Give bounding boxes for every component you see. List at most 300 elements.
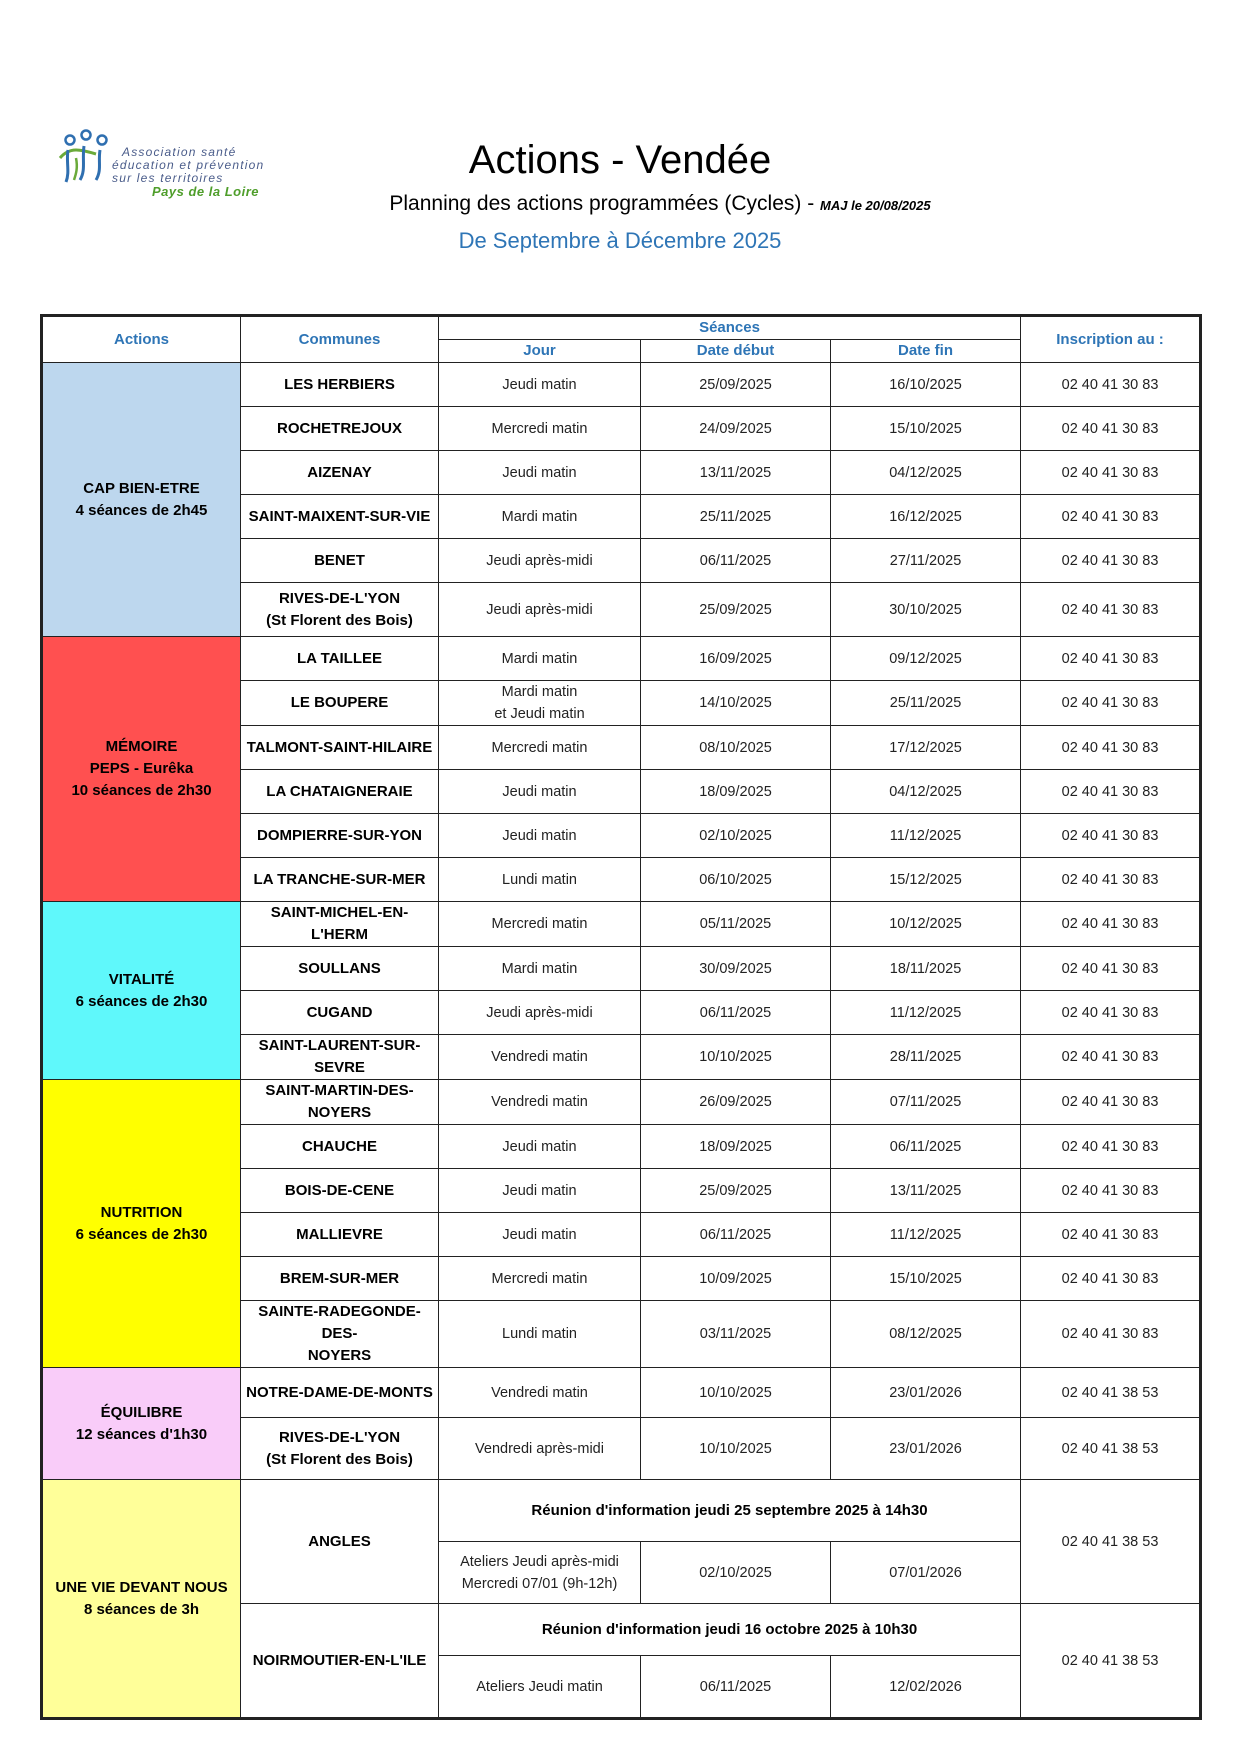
date-debut: 06/11/2025 xyxy=(699,1004,772,1021)
action-cell xyxy=(43,363,241,637)
date-fin: 23/01/2026 xyxy=(889,1384,962,1401)
date-debut: 06/11/2025 xyxy=(699,1226,772,1243)
jour-line-1: Mardi matin xyxy=(501,684,578,700)
phone-cell xyxy=(1021,814,1200,858)
date-debut: 13/11/2025 xyxy=(699,464,772,481)
action-name: ÉQUILIBRE xyxy=(100,1403,183,1421)
phone-cell xyxy=(1021,637,1200,681)
date-fin: 15/10/2025 xyxy=(889,1270,962,1287)
phone-number: 02 40 41 30 83 xyxy=(1061,783,1159,800)
phone-number: 02 40 41 30 83 xyxy=(1061,508,1159,525)
header-seances: Séances xyxy=(439,317,1021,340)
date-debut-cell xyxy=(641,1301,831,1368)
phone-cell xyxy=(1021,770,1200,814)
phone-number: 02 40 41 30 83 xyxy=(1061,650,1159,667)
date-debut: 06/11/2025 xyxy=(699,552,772,569)
commune-line-1: BREM-SUR-MER xyxy=(279,1269,400,1287)
phone-cell xyxy=(1021,991,1200,1035)
phone-number: 02 40 41 30 83 xyxy=(1061,916,1159,932)
date-debut-cell xyxy=(641,539,831,583)
jour-cell xyxy=(439,451,641,495)
date-debut-cell xyxy=(641,451,831,495)
phone-number: 02 40 41 30 83 xyxy=(1061,1182,1159,1199)
date-fin: 11/12/2025 xyxy=(889,827,962,844)
jour-cell xyxy=(439,947,641,991)
date-fin: 07/11/2025 xyxy=(889,1094,962,1110)
phone-cell xyxy=(1021,681,1200,726)
date-fin-cell xyxy=(831,726,1021,770)
commune-cell xyxy=(241,583,439,637)
jour-cell xyxy=(439,407,641,451)
table-row xyxy=(43,1080,1200,1125)
date-fin-cell xyxy=(831,407,1021,451)
commune-cell xyxy=(241,1301,439,1368)
jour-line-1: Mercredi matin xyxy=(491,420,588,437)
phone-cell xyxy=(1021,1604,1200,1718)
date-debut: 18/09/2025 xyxy=(699,783,772,800)
jour-line-1: Jeudi matin xyxy=(502,783,577,800)
date-debut-cell xyxy=(641,1257,831,1301)
date-fin: 15/10/2025 xyxy=(889,420,962,437)
jour-cell xyxy=(439,1080,641,1125)
update-date: MAJ le 20/08/2025 xyxy=(820,198,931,213)
commune-line-1: SAINTE-RADEGONDE-DES- xyxy=(258,1303,421,1342)
table-row xyxy=(43,1368,1200,1418)
date-fin-cell xyxy=(831,681,1021,726)
subtitle-text: Planning des actions programmées (Cycles) - xyxy=(389,192,815,215)
commune-cell xyxy=(241,1604,439,1718)
action-detail: 4 séances de 2h45 xyxy=(75,501,208,519)
table-row xyxy=(43,1480,1200,1542)
jour-line-1: Jeudi matin xyxy=(502,1138,577,1155)
date-debut-cell xyxy=(641,1656,831,1718)
jour-cell xyxy=(439,363,641,407)
commune-cell xyxy=(241,1418,439,1480)
phone-cell xyxy=(1021,726,1200,770)
commune-line-1: RIVES-DE-L'YON xyxy=(278,1428,401,1446)
commune-line-2: NOYERS xyxy=(307,1347,372,1364)
phone-cell xyxy=(1021,583,1200,637)
commune-cell xyxy=(241,681,439,726)
phone-cell xyxy=(1021,1213,1200,1257)
phone-number: 02 40 41 38 53 xyxy=(1061,1652,1159,1669)
date-fin-cell xyxy=(831,1418,1021,1480)
header-inscription: Inscription au : xyxy=(1021,317,1200,363)
commune-line-1: NOTRE-DAME-DE-MONTS xyxy=(246,1383,433,1401)
commune-cell xyxy=(241,495,439,539)
date-fin: 04/12/2025 xyxy=(889,464,962,481)
date-fin-cell xyxy=(831,1257,1021,1301)
date-fin-cell xyxy=(831,1125,1021,1169)
jour-line-1: Mercredi matin xyxy=(491,1270,588,1287)
action-detail: PEPS - Eurêka xyxy=(89,760,194,777)
jour-line-1: Mardi matin xyxy=(501,650,578,667)
phone-number: 02 40 41 38 53 xyxy=(1061,1440,1159,1457)
jour-cell xyxy=(439,1257,641,1301)
date-fin: 08/12/2025 xyxy=(889,1326,962,1342)
logo-line-3: sur les territoires xyxy=(112,171,224,185)
jour-cell xyxy=(439,1542,641,1604)
action-sessions: 8 séances de 3h xyxy=(83,1600,200,1618)
commune-line-1: SAINT-MICHEL-EN-L'HERM xyxy=(270,904,409,943)
date-fin: 16/10/2025 xyxy=(889,376,962,393)
action-cell xyxy=(43,637,241,902)
date-debut-cell xyxy=(641,1035,831,1080)
date-fin-cell xyxy=(831,495,1021,539)
commune-line-1: SAINT-MARTIN-DES- xyxy=(265,1082,414,1099)
date-debut-cell xyxy=(641,495,831,539)
header-date-fin: Date fin xyxy=(831,340,1021,363)
action-cell xyxy=(43,902,241,1080)
jour-line-1: Mardi matin xyxy=(501,960,578,977)
date-debut: 24/09/2025 xyxy=(699,420,772,437)
action-detail: 6 séances de 2h30 xyxy=(75,992,208,1010)
logo xyxy=(56,128,286,208)
date-fin-cell xyxy=(831,583,1021,637)
commune-line-1: MALLIEVRE xyxy=(296,1225,383,1243)
header-jour: Jour xyxy=(439,340,641,363)
date-debut: 05/11/2025 xyxy=(699,916,772,932)
date-debut-cell xyxy=(641,1169,831,1213)
jour-cell xyxy=(439,770,641,814)
date-debut-cell xyxy=(641,814,831,858)
jour-cell xyxy=(439,539,641,583)
commune-cell xyxy=(241,858,439,902)
phone-number: 02 40 41 30 83 xyxy=(1061,420,1159,437)
date-debut: 03/11/2025 xyxy=(699,1326,772,1342)
jour-line-1: Vendredi après-midi xyxy=(475,1440,604,1457)
date-debut-cell xyxy=(641,858,831,902)
phone-number: 02 40 41 30 83 xyxy=(1061,1226,1159,1243)
phone-number: 02 40 41 30 83 xyxy=(1061,1138,1159,1155)
phone-cell xyxy=(1021,902,1200,947)
commune-line-1: CHAUCHE xyxy=(302,1137,377,1155)
commune-cell xyxy=(241,770,439,814)
period: De Septembre à Décembre 2025 xyxy=(458,228,782,253)
jour-cell xyxy=(439,902,641,947)
jour-line-1: Jeudi matin xyxy=(502,1226,577,1243)
jour-line-1: Mardi matin xyxy=(501,508,578,525)
date-debut-cell xyxy=(641,726,831,770)
commune-line-1: LA TAILLEE xyxy=(297,649,382,667)
action-name: NUTRITION xyxy=(100,1203,183,1221)
date-fin: 23/01/2026 xyxy=(889,1440,962,1457)
commune-cell xyxy=(241,1368,439,1418)
jour-line-1: Ateliers Jeudi matin xyxy=(476,1678,603,1695)
commune-cell xyxy=(241,902,439,947)
date-fin: 06/11/2025 xyxy=(889,1138,962,1155)
date-fin: 12/02/2026 xyxy=(889,1678,962,1695)
date-fin-cell xyxy=(831,363,1021,407)
phone-number: 02 40 41 30 83 xyxy=(1061,601,1159,618)
commune-line-2: (St Florent des Bois) xyxy=(266,1450,413,1468)
logo-line-2: éducation et prévention xyxy=(112,158,265,172)
reunion-text: Réunion d'information jeudi 16 octobre 2025 à 10h30 xyxy=(541,1620,918,1638)
jour-cell xyxy=(439,1368,641,1418)
commune-line-1: LE BOUPERE xyxy=(290,694,389,711)
date-debut: 02/10/2025 xyxy=(699,1564,772,1581)
date-debut-cell xyxy=(641,902,831,947)
phone-number: 02 40 41 38 53 xyxy=(1061,1533,1159,1550)
phone-cell xyxy=(1021,407,1200,451)
commune-cell xyxy=(241,451,439,495)
date-debut: 10/10/2025 xyxy=(699,1440,772,1457)
phone-number: 02 40 41 30 83 xyxy=(1061,827,1159,844)
date-fin-cell xyxy=(831,1656,1021,1718)
date-fin-cell xyxy=(831,858,1021,902)
people-logo-icon xyxy=(56,128,118,188)
jour-line-1: Mercredi matin xyxy=(491,916,588,932)
commune-cell xyxy=(241,539,439,583)
date-debut: 30/09/2025 xyxy=(699,960,772,977)
date-fin: 15/12/2025 xyxy=(889,871,962,888)
jour-line-1: Jeudi matin xyxy=(502,376,577,393)
date-fin: 07/01/2026 xyxy=(889,1564,962,1581)
commune-cell xyxy=(241,1480,439,1604)
commune-line-1: CUGAND xyxy=(306,1003,373,1021)
jour-line-1: Jeudi matin xyxy=(502,464,577,481)
jour-cell xyxy=(439,814,641,858)
date-fin-cell xyxy=(831,1169,1021,1213)
phone-cell xyxy=(1021,451,1200,495)
date-debut-cell xyxy=(641,1368,831,1418)
jour-line-1: Jeudi après-midi xyxy=(486,552,593,569)
commune-cell xyxy=(241,407,439,451)
date-fin-cell xyxy=(831,947,1021,991)
date-debut-cell xyxy=(641,1213,831,1257)
commune-line-1: LES HERBIERS xyxy=(284,375,395,393)
date-debut-cell xyxy=(641,991,831,1035)
date-debut-cell xyxy=(641,1418,831,1480)
commune-cell xyxy=(241,1125,439,1169)
date-debut-cell xyxy=(641,770,831,814)
jour-line-1: Vendredi matin xyxy=(491,1049,588,1065)
commune-line-1: AIZENAY xyxy=(307,463,372,481)
header-actions: Actions xyxy=(43,317,241,363)
date-debut: 10/09/2025 xyxy=(699,1270,772,1287)
date-debut: 10/10/2025 xyxy=(699,1049,772,1065)
date-fin-cell xyxy=(831,1542,1021,1604)
date-debut: 25/09/2025 xyxy=(699,1182,772,1199)
date-debut-cell xyxy=(641,947,831,991)
date-fin: 28/11/2025 xyxy=(889,1049,962,1065)
jour-cell xyxy=(439,583,641,637)
jour-line-1: Ateliers Jeudi après-midi xyxy=(460,1553,619,1570)
phone-cell xyxy=(1021,1169,1200,1213)
phone-number: 02 40 41 30 83 xyxy=(1061,1326,1159,1342)
phone-cell xyxy=(1021,539,1200,583)
jour-cell xyxy=(439,1125,641,1169)
jour-line-1: Jeudi matin xyxy=(502,1182,577,1199)
date-fin-cell xyxy=(831,770,1021,814)
phone-number: 02 40 41 30 83 xyxy=(1061,1049,1159,1065)
commune-line-1: SOULLANS xyxy=(298,959,381,977)
phone-cell xyxy=(1021,858,1200,902)
date-debut: 26/09/2025 xyxy=(699,1094,772,1110)
jour-cell xyxy=(439,1169,641,1213)
date-fin-cell xyxy=(831,1301,1021,1368)
date-debut-cell xyxy=(641,1125,831,1169)
date-fin-cell xyxy=(831,991,1021,1035)
phone-cell xyxy=(1021,1035,1200,1080)
phone-number: 02 40 41 30 83 xyxy=(1061,739,1159,756)
jour-line-1: Mercredi matin xyxy=(491,739,588,756)
commune-cell xyxy=(241,947,439,991)
commune-cell xyxy=(241,1080,439,1125)
phone-cell xyxy=(1021,1418,1200,1480)
commune-line-1: RIVES-DE-L'YON xyxy=(278,589,401,607)
commune-cell xyxy=(241,814,439,858)
table-row xyxy=(43,902,1200,947)
page-title: Actions - Vendée xyxy=(468,138,772,182)
date-fin: 09/12/2025 xyxy=(889,650,962,667)
date-debut: 25/09/2025 xyxy=(699,376,772,393)
date-debut: 14/10/2025 xyxy=(699,695,772,711)
action-cell xyxy=(43,1480,241,1718)
date-debut-cell xyxy=(641,583,831,637)
jour-line-1: Lundi matin xyxy=(502,1326,577,1342)
date-fin: 27/11/2025 xyxy=(889,552,962,569)
phone-number: 02 40 41 30 83 xyxy=(1061,1004,1159,1021)
date-debut-cell xyxy=(641,363,831,407)
jour-cell xyxy=(439,637,641,681)
commune-line-2: SEVRE xyxy=(314,1059,365,1076)
date-debut: 08/10/2025 xyxy=(699,739,772,756)
phone-number: 02 40 41 30 83 xyxy=(1061,960,1159,977)
date-debut: 25/09/2025 xyxy=(699,601,772,618)
date-fin-cell xyxy=(831,1080,1021,1125)
commune-line-1: ROCHETREJOUX xyxy=(276,419,403,437)
phone-number: 02 40 41 30 83 xyxy=(1061,1094,1159,1110)
commune-line-1: TALMONT-SAINT-HILAIRE xyxy=(246,738,433,756)
jour-cell xyxy=(439,1213,641,1257)
date-debut: 25/11/2025 xyxy=(699,508,772,525)
commune-line-2: NOYERS xyxy=(307,1104,372,1121)
commune-line-1: LA CHATAIGNERAIE xyxy=(266,782,413,800)
commune-name: NOIRMOUTIER-EN-L'ILE xyxy=(252,1651,427,1669)
jour-line-1: Lundi matin xyxy=(502,871,577,888)
phone-cell xyxy=(1021,1257,1200,1301)
jour-cell xyxy=(439,681,641,726)
date-debut: 06/10/2025 xyxy=(699,871,772,888)
phone-cell xyxy=(1021,1125,1200,1169)
commune-name: ANGLES xyxy=(308,1532,371,1550)
commune-cell xyxy=(241,1169,439,1213)
action-cell xyxy=(43,1368,241,1480)
jour-line-1: Jeudi après-midi xyxy=(486,1004,593,1021)
commune-line-1: BOIS-DE-CENE xyxy=(284,1181,395,1199)
jour-line-1: Vendredi matin xyxy=(491,1384,588,1401)
jour-line-2: et Jeudi matin xyxy=(494,706,585,722)
date-fin: 11/12/2025 xyxy=(889,1226,962,1243)
date-debut: 16/09/2025 xyxy=(699,650,772,667)
jour-cell xyxy=(439,1301,641,1368)
phone-number: 02 40 41 30 83 xyxy=(1061,1270,1159,1287)
logo-line-1: Association santé xyxy=(122,145,237,159)
header-communes: Communes xyxy=(241,317,439,363)
commune-line-1: DOMPIERRE-SUR-YON xyxy=(256,826,422,844)
phone-cell xyxy=(1021,1080,1200,1125)
reunion-cell xyxy=(439,1480,1021,1542)
date-fin-cell xyxy=(831,637,1021,681)
jour-line-1: Jeudi après-midi xyxy=(486,601,593,618)
date-fin-cell xyxy=(831,1213,1021,1257)
action-name: MÉMOIRE xyxy=(105,738,178,755)
phone-cell xyxy=(1021,1480,1200,1604)
table-row xyxy=(43,637,1200,681)
jour-cell xyxy=(439,1418,641,1480)
jour-cell xyxy=(439,1035,641,1080)
date-fin: 13/11/2025 xyxy=(889,1182,962,1199)
phone-number: 02 40 41 38 53 xyxy=(1061,1384,1159,1401)
date-fin-cell xyxy=(831,1368,1021,1418)
date-fin: 17/12/2025 xyxy=(889,739,962,756)
phone-number: 02 40 41 30 83 xyxy=(1061,871,1159,888)
date-debut-cell xyxy=(641,407,831,451)
action-cell xyxy=(43,1080,241,1368)
date-debut: 18/09/2025 xyxy=(699,1138,772,1155)
action-sessions: 10 séances de 2h30 xyxy=(71,782,212,799)
header-date-debut: Date début xyxy=(641,340,831,363)
action-detail: 6 séances de 2h30 xyxy=(75,1225,208,1243)
commune-line-1: SAINT-MAIXENT-SUR-VIE xyxy=(248,507,431,525)
phone-cell xyxy=(1021,363,1200,407)
date-fin-cell xyxy=(831,1035,1021,1080)
commune-cell xyxy=(241,1257,439,1301)
date-debut-cell xyxy=(641,637,831,681)
date-fin-cell xyxy=(831,814,1021,858)
phone-number: 02 40 41 30 83 xyxy=(1061,376,1159,393)
jour-cell xyxy=(439,858,641,902)
phone-number: 02 40 41 30 83 xyxy=(1061,464,1159,481)
commune-cell xyxy=(241,637,439,681)
action-name: VITALITÉ xyxy=(108,970,175,988)
commune-cell xyxy=(241,1213,439,1257)
commune-line-1: LA TRANCHE-SUR-MER xyxy=(253,870,426,888)
jour-cell xyxy=(439,991,641,1035)
page-subtitle xyxy=(340,192,980,216)
commune-cell xyxy=(241,991,439,1035)
date-fin: 25/11/2025 xyxy=(889,695,962,711)
jour-line-1: Jeudi matin xyxy=(502,827,577,844)
action-detail: 12 séances d'1h30 xyxy=(75,1425,208,1443)
table-row xyxy=(43,363,1200,407)
commune-cell xyxy=(241,1035,439,1080)
jour-cell xyxy=(439,495,641,539)
jour-cell xyxy=(439,726,641,770)
jour-line-1: Vendredi matin xyxy=(491,1094,588,1110)
phone-cell xyxy=(1021,1301,1200,1368)
date-fin: 04/12/2025 xyxy=(889,783,962,800)
commune-line-1: SAINT-LAURENT-SUR- xyxy=(258,1037,421,1054)
reunion-text: Réunion d'information jeudi 25 septembre 2025 à 14h30 xyxy=(531,1501,928,1519)
date-debut: 10/10/2025 xyxy=(699,1384,772,1401)
action-name: CAP BIEN-ETRE xyxy=(83,479,200,497)
commune-line-2: (St Florent des Bois) xyxy=(266,611,413,629)
planning-table xyxy=(42,316,1200,1718)
jour-line-2: Mercredi 07/01 (9h-12h) xyxy=(461,1575,618,1592)
phone-cell xyxy=(1021,1368,1200,1418)
date-fin-cell xyxy=(831,902,1021,947)
commune-line-1: BENET xyxy=(314,551,365,569)
date-debut: 06/11/2025 xyxy=(699,1678,772,1695)
commune-cell xyxy=(241,363,439,407)
date-fin: 11/12/2025 xyxy=(889,1004,962,1021)
date-debut-cell xyxy=(641,681,831,726)
phone-number: 02 40 41 30 83 xyxy=(1061,552,1159,569)
date-debut-cell xyxy=(641,1080,831,1125)
date-fin: 18/11/2025 xyxy=(889,960,962,977)
